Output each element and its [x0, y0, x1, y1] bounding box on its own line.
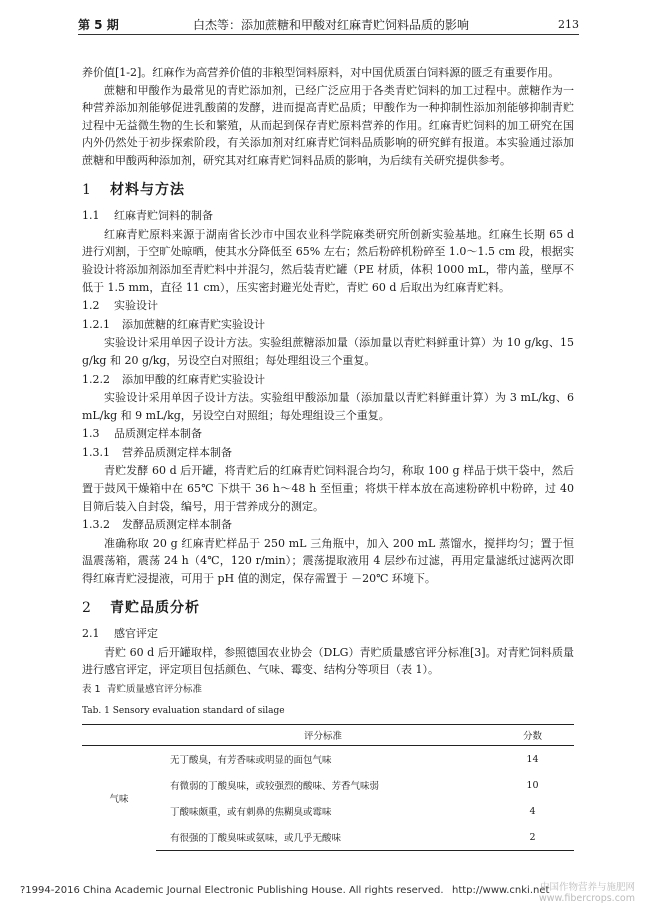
subsection-title: 实验设计: [114, 299, 158, 313]
subsection-heading-1-2: [82, 297, 574, 315]
watermark: [539, 882, 635, 904]
subsubsection-number: 1.3.1: [82, 445, 110, 459]
table-title-cn: 青贮质量感官评分标准: [107, 684, 203, 695]
watermark-cn: 中国作物营养与施肥网: [539, 882, 635, 893]
subsubsection-number: 1.3.2: [82, 518, 110, 532]
table-header-row: [82, 725, 574, 746]
issue-number: 第 5 期: [78, 18, 119, 32]
copyright-notice: ?1994-2016 China Academic Journal Electronic Publishing House. All rights reserved.: [20, 885, 444, 896]
subsection-heading-1-3: [82, 425, 574, 443]
subsection-heading-1-1: [82, 207, 574, 225]
header-rule: [78, 34, 579, 35]
subsection-number: 2.1: [82, 627, 100, 641]
table-header-cell: 评分标准: [156, 725, 491, 746]
table-header-cell: [82, 725, 156, 746]
subsection-number: 1.1: [82, 209, 100, 223]
section-number: 2: [82, 599, 92, 616]
subsubsection-heading-1-3-2: [82, 516, 574, 534]
table-row: [82, 746, 574, 773]
table-row: [82, 798, 574, 824]
paragraph-formic-design: 实验设计采用单因子设计方法。实验组甲酸添加量（添加量以青贮料鲜重计算）为 3 mL/kg、6 mL/kg 和 9 mL/kg，另设空白对照组；每处理组设三个重复。: [82, 391, 574, 422]
table-cell-score: 2: [491, 824, 574, 851]
table-caption-en: Tab. 1 Sensory evaluation standard of silage: [82, 705, 285, 716]
table-cell-standard: 有很强的丁酸臭味或氨味，或几乎无酸味: [156, 824, 491, 851]
paragraph-sucrose-design: 实验设计采用单因子设计方法。实验组蔗糖添加量（添加量以青贮料鲜重计算）为 10 g/kg、15 g/kg 和 20 g/kg，另设空白对照组；每处理组设三个重复。: [82, 336, 574, 367]
table-number: 表 1: [82, 684, 101, 695]
paragraph-additives: 蔗糖和甲酸作为最常见的青贮添加剂，已经广泛应用于各类青贮饲料的加工过程中。蔗糖作为一种营养添加剂能够促进乳酸菌的发酵，进而提高青贮品质；甲酸作为一种抑制性添加剂能够抑制青贮过程中无益微生物的生长和繁殖，从而起到保存青贮原料营养的作用。红麻青贮饲料的加工研究在国内外仍然处于初步探索阶段，有关添加剂对红麻青贮饲料品质影响的研究鲜有报道。本实验通过添加蔗糖和甲酸两种添加剂，研究其对红麻青贮饲料品质的影响，为后续有关研究提供参考。: [82, 83, 574, 167]
subsubsection-title: 发酵品质测定样本制备: [122, 518, 232, 532]
subsubsection-heading-1-2-2: [82, 371, 574, 389]
paragraph-fermentation-samples: 准确称取 20 g 红麻青贮样品于 250 mL 三角瓶中，加入 200 mL 蒸馏水，搅拌均匀；置于恒温震荡箱，震荡 24 h（4℃，120 r/min）；震荡提取液用 4 层纱布过滤，再用定量滤纸过滤两次即得红麻青贮浸提液，可用于 pH 值的测定，保存需置于 －20℃ 环境下。: [82, 536, 574, 586]
table-cell-standard: 有微弱的丁酸臭味，或较强烈的酸味、芳香气味弱: [170, 781, 380, 792]
article-body: [82, 64, 574, 724]
table-header-cell: 分数: [491, 725, 574, 746]
table-row: [82, 824, 574, 851]
running-title: 白杰等：添加蔗糖和甲酸对红麻青贮饲料品质的影响: [193, 18, 470, 32]
section-heading-1: [82, 182, 574, 200]
subsubsection-number: 1.2.2: [82, 372, 110, 386]
subsubsection-heading-1-3-1: [82, 444, 574, 462]
subsubsection-title: 添加蔗糖的红麻青贮实验设计: [122, 317, 265, 331]
table-caption-cn: [82, 681, 574, 699]
subsubsection-title: 营养品质测定样本制备: [122, 445, 232, 459]
subsubsection-title: 添加甲酸的红麻青贮实验设计: [122, 372, 265, 386]
page-number: 213: [558, 18, 579, 31]
paragraph-sensory: 青贮 60 d 后开罐取样，参照德国农业协会（DLG）青贮质量感官评分标准[3]。对青贮饲料质量进行感官评定，评定项目包括颜色、气味、霉变、结构分等项目（表 1）。: [82, 645, 574, 677]
section-title: 材料与方法: [110, 181, 185, 198]
sensory-table: [82, 724, 574, 851]
subsection-title: 红麻青贮饲料的制备: [114, 209, 213, 223]
watermark-en: www.fibercrops.com: [538, 893, 635, 904]
table-cell-standard: 无丁酸臭，有芳香味或明显的面包气味: [170, 755, 332, 766]
table-cell-standard: 丁酸味颇重，或有刺鼻的焦糊臭或霉味: [170, 807, 332, 818]
subsection-number: 1.3: [82, 427, 100, 441]
footer-link[interactable]: http://www.cnki.net: [452, 885, 550, 896]
paragraph-intro-end: 养价值[1-2]。红麻作为高营养价值的非粮型饲料原料，对中国优质蛋白饲料源的匮乏有重要作用。: [82, 66, 560, 79]
subsubsection-number: 1.2.1: [82, 317, 110, 331]
subsection-heading-2-1: [82, 625, 574, 643]
subsection-title: 品质测定样本制备: [114, 427, 202, 441]
table-cell-score: 14: [526, 753, 539, 765]
table-cell-score: 4: [529, 805, 536, 817]
running-header: [78, 12, 579, 34]
subsection-number: 1.2: [82, 299, 100, 313]
paragraph-preparation: 红麻青贮原料来源于湖南省长沙市中国农业科学院麻类研究所创新实验基地。红麻生长期 65 d 进行刈割，于空旷处晾晒，使其水分降低至 65% 左右；然后粉碎机粉碎至 1.0～1.5 cm 段，根据实验设计将添加剂添加至青贮料中并混匀，然后装青贮罐（PE 材质，体积 1000 mL，带内盖，壁厚不低于 1.5 mm，直径 11 cm），压实密封避光处青贮，青贮 60 d 后取出为红麻青贮料。: [82, 227, 574, 294]
paragraph-nutrition-samples: 青贮发酵 60 d 后开罐，将青贮后的红麻青贮饲料混合均匀，称取 100 g 样品于烘干袋中，然后置于鼓风干燥箱中在 65℃ 下烘干 36 h～48 h 至恒重；将烘干样本放在高速粉碎机中粉碎，过 40 目筛后装入自封袋，编号，用于营养成分的测定。: [82, 464, 574, 513]
section-heading-2: [82, 600, 574, 618]
table-cell-score: 10: [526, 779, 539, 791]
section-number: 1: [82, 181, 92, 198]
section-title: 青贮品质分析: [110, 599, 200, 616]
subsection-title: 感官评定: [114, 627, 158, 641]
table-category-cell: 气味: [109, 794, 129, 806]
table-row: [82, 772, 574, 798]
subsubsection-heading-1-2-1: [82, 316, 574, 334]
